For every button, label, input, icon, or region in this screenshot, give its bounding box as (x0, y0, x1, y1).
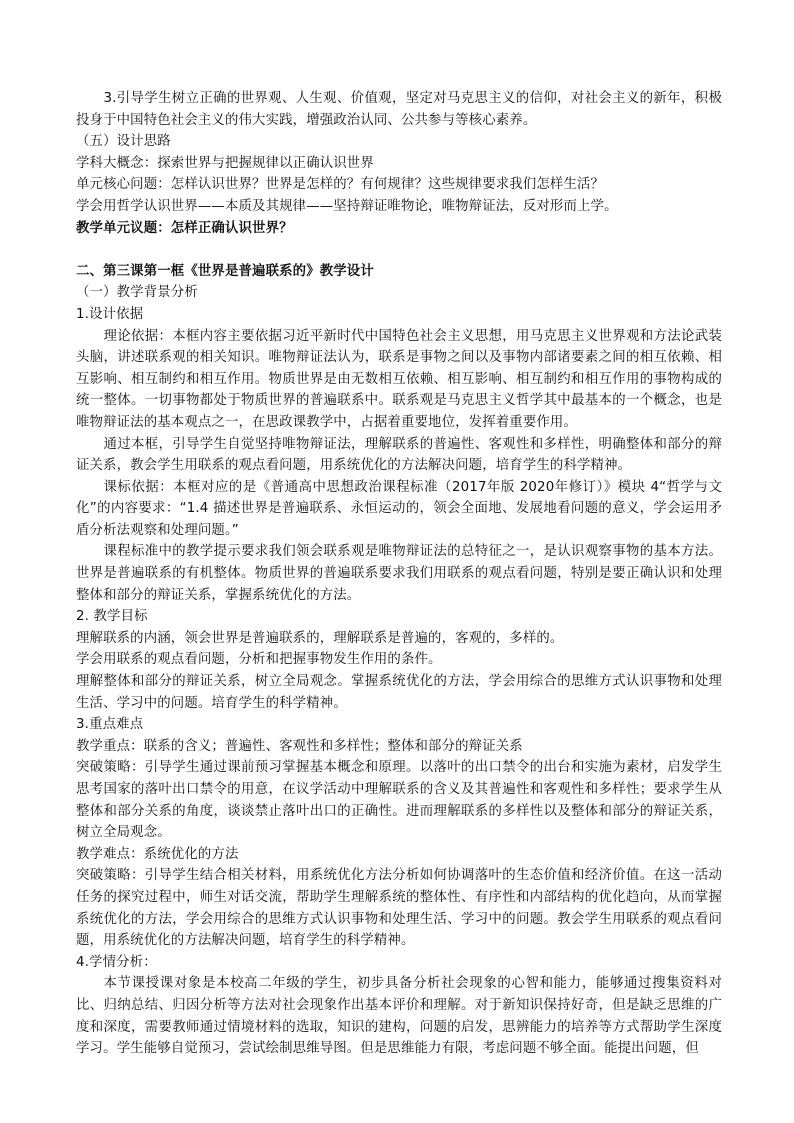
design-basis-heading: 1.设计依据 (76, 306, 144, 322)
unit-topic-line: 教学单元议题：怎样正确认识世界？ (76, 220, 293, 236)
key-strategy-paragraph: 突破策略：引导学生通过课前预习掌握基本概念和原理。以落叶的出口禁令的出台和实施为素材，启发学生思考国家的落叶出口禁令的用意，在议学活动中理解联系的含义及其普遍性和客观性和多样性；要求学生从整体和部分关系的角度，谈谈禁止落叶出口的正确性。进而理解联系的多样性以及整体和部分的辩证关系，树立全局观念。 (76, 760, 722, 841)
key-point-line: 教学重点：联系的含义；普遍性、客观性和多样性；整体和部分的辩证关系 (76, 738, 523, 754)
blank-line (76, 239, 722, 261)
through-this-paragraph: 通过本框，引导学生自觉坚持唯物辩证法，理解联系的普遍性、客观性和多样性，明确整体和部分的辩证关系，教会学生用联系的观点看问题，用系统优化的方法解决问题，培育学生的科学精神。 (76, 436, 722, 474)
difficulty-strategy-paragraph: 突破策略：引导学生结合相关材料，用系统优化方法分析如何协调落叶的生态价值和经济价值。在这一活动任务的探究过程中，师生对话交流，帮助学生理解系统的整体性、有序性和内部结构的优化趋向，从而掌握系统优化的方法，学会用综合的思维方式认识事物和处理生活、学习中的问题。教会学生用联系的观点看问题，用系统优化的方法解决问题，培育学生的科学精神。 (76, 868, 722, 949)
section-2-heading: 二、第三课第一框《世界是普遍联系的》教学设计 (76, 263, 374, 279)
theory-basis-paragraph: 理论依据：本框内容主要依据习近平新时代中国特色社会主义思想，用马克思主义世界观和方法论武装头脑，讲述联系观的相关知识。唯物辩证法认为，联系是事物之间以及事物内部诸要素之间的相互依赖、相互影响、相互制约和相互作用。物质世界是由无数相互依赖、相互影响、相互制约和相互作用的事物构成的统一整体。一切事物都处于物质世界的普遍联系中。联系观是马克思主义哲学其中最基本的一个概念，也是唯物辩证法的基本观点之一，在思政课教学中，占据着重要地位，发挥着重要作用。 (76, 328, 722, 430)
curriculum-standard-paragraph: 课标依据：本框对应的是《普通高中思想政治课程标准（2017年版 2020年修订）》模块 4“哲学与文化”的内容要求：“1.4 描述世界是普遍联系、永恒运动的，领会全面地、发展地看问题的意义，学会运用矛盾分析法观察和处理问题。” (76, 479, 722, 538)
student-analysis-heading: 4.学情分析： (76, 954, 157, 970)
difficulty-line: 教学难点：系统优化的方法 (76, 846, 239, 862)
big-concept-line: 学科大概念：探索世界与把握规律以正确认识世界 (76, 155, 374, 171)
teaching-hint-paragraph: 课程标准中的教学提示要求我们领会联系观是唯物辩证法的总特征之一，是认识观察事物的基本方法。世界是普遍联系的有机整体。物质世界的普遍联系要求我们用联系的观点看问题，特别是要正确认识和处理整体和部分的辩证关系，掌握系统优化的方法。 (76, 544, 722, 603)
student-analysis-paragraph: 本节课授课对象是本校高二年级的学生，初步具备分析社会现象的心智和能力，能够通过搜集资料对比、归纳总结、归因分析等方法对社会现象作出基本评价和理解。对于新知识保持好奇，但是缺乏思维的广度和深度，需要教师通过情境材料的选取，知识的建构，问题的启发，思辨能力的培养等方式帮助学生深度学习。学生能够自觉预习，尝试绘制思维导图。但是思维能力有限，考虑问题不够全面。能提出问题，但 (76, 976, 722, 1057)
goal-line-1: 理解联系的内涵，领会世界是普遍联系的，理解联系是普遍的，客观的，多样的。 (76, 630, 564, 646)
document-body (76, 88, 722, 1060)
objective-3-paragraph: 3.引导学生树立正确的世界观、人生观、价值观，坚定对马克思主义的信仰，对社会主义的新年，积极投身于中国特色社会主义的伟大实践，增强政治认同、公共参与等核心素养。 (76, 91, 722, 128)
key-difficult-heading: 3.重点难点 (76, 717, 144, 733)
background-heading: （一）教学背景分析 (76, 285, 198, 301)
goal-line-2: 学会用联系的观点看问题，分析和把握事物发生作用的条件。 (76, 652, 442, 668)
design-heading: （五）设计思路 (76, 134, 171, 150)
teaching-goal-heading: 2. 教学目标 (76, 609, 148, 625)
core-question-line: 单元核心问题：怎样认识世界？世界是怎样的？有何规律？这些规律要求我们怎样生活？ (76, 177, 605, 193)
method-line: 学会用哲学认识世界——本质及其规律——坚持辩证唯物论，唯物辩证法，反对形而上学。 (76, 198, 618, 214)
goal-line-3: 理解整体和部分的辩证关系，树立全局观念。掌握系统优化的方法，学会用综合的思维方式认识事物和处理生活、学习中的问题。培育学生的科学精神。 (76, 674, 722, 711)
